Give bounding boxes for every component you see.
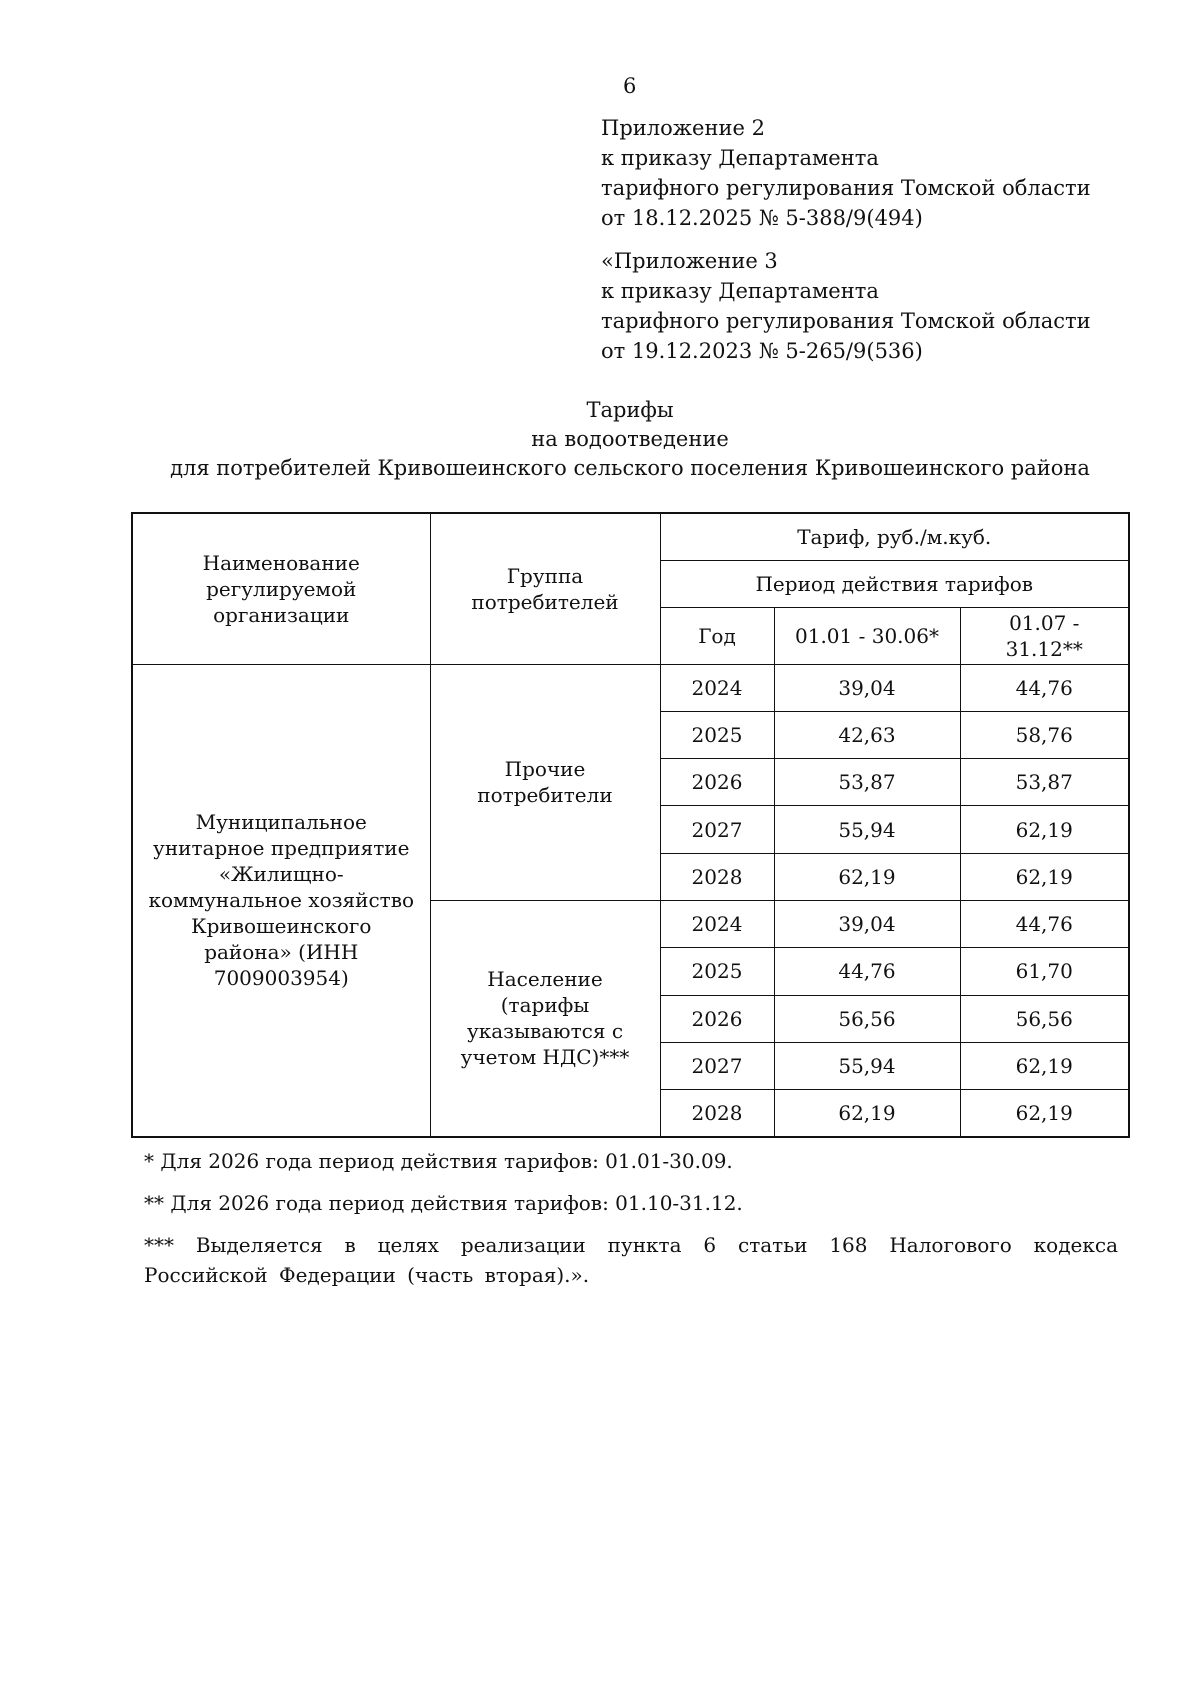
tariff-period-1-cell: 39,04 — [774, 664, 960, 711]
title-line-3: для потребителей Кривошеинского сельского поселения Кривошеинского района — [170, 456, 1090, 480]
tariff-period-2-cell: 62,19 — [960, 853, 1129, 900]
year-cell: 2026 — [660, 995, 774, 1042]
consumer-group-cell: Население (тарифы указываются с учетом НДС)*** — [430, 900, 660, 1136]
tariff-period-2-cell: 62,19 — [960, 1090, 1129, 1137]
tariff-period-2-cell: 62,19 — [960, 806, 1129, 853]
header-org-name: Наименование регулируемой организации — [132, 513, 430, 664]
consumer-group-cell: Прочие потребители — [430, 664, 660, 900]
appendix-2-line: от 18.12.2025 № 5-388/9(494) — [601, 206, 923, 230]
footnote-3: *** Выделяется в целях реализации пункта 6 статьи 168 Налогового кодекса Российской Федерации (часть вторая).». — [144, 1233, 1118, 1287]
tariff-period-1-cell: 55,94 — [774, 1042, 960, 1089]
tariff-period-1-cell: 62,19 — [774, 1090, 960, 1137]
title-line-1: Тарифы — [586, 398, 674, 422]
appendix-3-line: к приказу Департамента — [601, 279, 879, 303]
tariff-period-2-cell: 44,76 — [960, 664, 1129, 711]
footnotes — [144, 1146, 1118, 1302]
tariff-period-2-cell: 61,70 — [960, 948, 1129, 995]
title-line-2: на водоотведение — [531, 427, 729, 451]
tariff-period-1-cell: 44,76 — [774, 948, 960, 995]
tariff-period-1-cell: 42,63 — [774, 711, 960, 758]
header-row — [132, 513, 1129, 560]
appendix-2-line: тарифного регулирования Томской области — [601, 176, 1091, 200]
appendix-3-line: тарифного регулирования Томской области — [601, 309, 1091, 333]
header-period: Период действия тарифов — [660, 560, 1129, 607]
footnote-2: ** Для 2026 года период действия тарифов: 01.10-31.12. — [144, 1191, 743, 1215]
organization-cell: Муниципальное унитарное предприятие «Жилищно-коммунальное хозяйство Кривошеинского района» (ИНН 7009003954) — [132, 664, 430, 1137]
header-consumer-group: Группа потребителей — [430, 513, 660, 664]
appendix-3-line: от 19.12.2023 № 5-265/9(536) — [601, 339, 923, 363]
tariff-period-2-cell: 53,87 — [960, 759, 1129, 806]
year-cell: 2027 — [660, 1042, 774, 1089]
year-cell: 2024 — [660, 664, 774, 711]
year-cell: 2028 — [660, 853, 774, 900]
tariff-period-1-cell: 39,04 — [774, 900, 960, 947]
appendix-2-header — [601, 113, 1091, 233]
table-row — [132, 664, 1129, 711]
year-cell: 2025 — [660, 948, 774, 995]
tariff-period-1-cell: 53,87 — [774, 759, 960, 806]
tariff-period-2-cell: 56,56 — [960, 995, 1129, 1042]
appendix-2-line: к приказу Департамента — [601, 146, 879, 170]
appendix-2-line: Приложение 2 — [601, 116, 765, 140]
year-cell: 2025 — [660, 711, 774, 758]
year-cell: 2026 — [660, 759, 774, 806]
appendix-3-line: «Приложение 3 — [601, 249, 778, 273]
tariff-period-2-cell: 62,19 — [960, 1042, 1129, 1089]
document-title — [130, 396, 1130, 483]
tariff-table — [131, 512, 1130, 1138]
year-cell: 2024 — [660, 900, 774, 947]
tariff-period-1-cell: 55,94 — [774, 806, 960, 853]
appendix-3-header — [601, 246, 1091, 366]
year-cell: 2028 — [660, 1090, 774, 1137]
footnote-1: * Для 2026 года период действия тарифов: 01.01-30.09. — [144, 1149, 733, 1173]
page-number: 6 — [623, 74, 637, 98]
header-year: Год — [660, 607, 774, 664]
header-period-1: 01.01 - 30.06* — [774, 607, 960, 664]
year-cell: 2027 — [660, 806, 774, 853]
tariff-period-1-cell: 62,19 — [774, 853, 960, 900]
header-period-2: 01.07 - 31.12** — [960, 607, 1129, 664]
tariff-period-2-cell: 44,76 — [960, 900, 1129, 947]
tariff-period-2-cell: 58,76 — [960, 711, 1129, 758]
tariff-period-1-cell: 56,56 — [774, 995, 960, 1042]
header-tariff: Тариф, руб./м.куб. — [660, 513, 1129, 560]
